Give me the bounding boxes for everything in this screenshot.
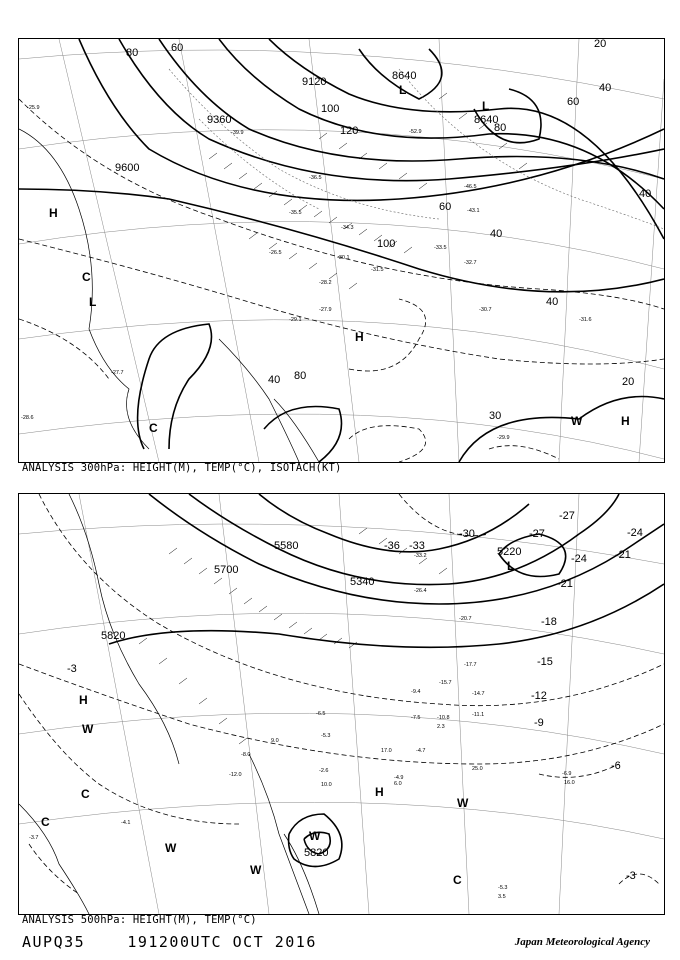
height-label: 5820	[101, 630, 126, 642]
high-pressure-symbol: H	[375, 785, 384, 799]
temp-label: -30.1	[337, 255, 350, 261]
temp-label: -33.5	[434, 245, 447, 251]
temp-label: -46.5	[464, 184, 477, 190]
temp-label: -27.7	[111, 370, 124, 376]
temp-label: -34.3	[341, 225, 354, 231]
temp-label: -36.5	[309, 175, 322, 181]
obs-label: -3.7	[29, 835, 39, 841]
chart-500hpa-map	[19, 494, 664, 914]
obs-label: -5.3	[498, 885, 508, 891]
high-pressure-symbol: H	[79, 693, 88, 707]
temp-label: -21	[557, 578, 573, 590]
warm-center-symbol: W	[250, 863, 262, 877]
temp-label: -39.9	[231, 130, 244, 136]
height-label: 5700	[214, 564, 239, 576]
obs-label: 16.0	[564, 780, 575, 786]
cold-center-symbol: C	[453, 873, 462, 887]
temp-label: -36	[384, 540, 400, 552]
chart-500hpa	[18, 493, 665, 915]
isotach-label: 40	[546, 296, 559, 308]
isotach-label: 120	[340, 125, 359, 137]
isotach-label: 100	[377, 238, 396, 250]
isotachs-300	[169, 69, 664, 229]
temp-label: -27	[529, 528, 545, 540]
obs-label: 2.3	[437, 724, 445, 730]
valid-time: 191200UTC OCT 2016	[127, 933, 317, 951]
isotach-label: 80	[494, 122, 507, 134]
temp-label: -21	[615, 549, 631, 561]
obs-label: -6.9	[562, 771, 572, 777]
temp-label: -33	[409, 540, 425, 552]
temp-label: -26.5	[269, 250, 282, 256]
temp-label: -3	[626, 870, 636, 882]
height-label: 9360	[207, 114, 232, 126]
height-label: 9600	[115, 162, 140, 174]
obs-label: 25.0	[472, 766, 483, 772]
obs-label: 9.0	[271, 738, 279, 744]
temp-label: -12	[531, 690, 547, 702]
obs-label: -9.4	[411, 689, 421, 695]
caption-300hpa: ANALYSIS 300hPa: HEIGHT(M), TEMP(°C), ISOTACH(KT)	[22, 462, 342, 474]
obs-label: -12.0	[229, 772, 242, 778]
temp-label: -29.1	[289, 317, 302, 323]
temp-contours-500	[19, 494, 664, 894]
isotach-label: 20	[622, 376, 635, 388]
obs-label: -4.9	[394, 775, 404, 781]
isotach-label: 60	[439, 201, 452, 213]
obs-label: -5.3	[321, 733, 331, 739]
chart-300hpa-map	[19, 39, 664, 462]
warm-center-symbol: W	[571, 414, 583, 428]
isotach-label: 60	[567, 96, 580, 108]
isotach-label: 80	[126, 47, 139, 59]
isotach-label: 20	[594, 39, 607, 50]
obs-label: -10.8	[437, 715, 450, 721]
cold-center-symbol: C	[82, 270, 91, 284]
height-label: 5220	[497, 546, 522, 558]
chart-id: AUPQ35	[22, 933, 86, 951]
obs-label: -4.7	[416, 748, 426, 754]
temp-label: -32.7	[464, 260, 477, 266]
height-label: 8640	[474, 114, 499, 126]
temp-label: -29.9	[497, 435, 510, 441]
obs-label: -33.2	[414, 553, 427, 559]
temp-label: -52.9	[409, 129, 422, 135]
isotach-label: 80	[294, 370, 307, 382]
caption-500hpa: ANALYSIS 500hPa: HEIGHT(M), TEMP(°C)	[22, 914, 257, 926]
low-pressure-symbol: L	[507, 559, 515, 573]
obs-label: -20.7	[459, 616, 472, 622]
temp-label: -6	[611, 760, 621, 772]
temp-label: -27	[559, 510, 575, 522]
coastline-300	[19, 129, 319, 462]
height-label: 5580	[274, 540, 299, 552]
isotach-label: 40	[490, 228, 503, 240]
warm-center-symbol: W	[309, 829, 321, 843]
obs-label: -7.5	[411, 715, 421, 721]
height-label: 9120	[302, 76, 327, 88]
obs-label: -26.4	[414, 588, 427, 594]
temp-label: -30.7	[479, 307, 492, 313]
isotach-label: 40	[268, 374, 281, 386]
temp-label: -9	[534, 717, 544, 729]
agency-name: Japan Meteorological Agency	[514, 936, 650, 948]
temp-label: -31.5	[371, 267, 384, 273]
temp-label: -18	[541, 616, 557, 628]
temp-label: -28.2	[319, 280, 332, 286]
low-pressure-symbol: L	[89, 295, 97, 309]
cold-center-symbol: C	[149, 421, 158, 435]
low-pressure-symbol: L	[399, 83, 407, 97]
temp-label: -43.1	[467, 208, 480, 214]
obs-label: -8.0	[241, 752, 251, 758]
height-label: 5820	[304, 847, 329, 859]
obs-label: -17.7	[464, 662, 477, 668]
obs-label: 6.0	[394, 781, 402, 787]
obs-label: 10.0	[321, 782, 332, 788]
high-pressure-symbol: H	[355, 330, 364, 344]
temp-label: -28.6	[21, 415, 34, 421]
cold-center-symbol: C	[41, 815, 50, 829]
obs-label: -15.7	[439, 680, 452, 686]
chart-300hpa	[18, 38, 665, 463]
obs-label: -6.5	[316, 711, 326, 717]
temp-label: -3	[67, 663, 77, 675]
high-pressure-symbol: H	[621, 414, 630, 428]
obs-label: 3.5	[498, 894, 506, 900]
temp-label: -24	[571, 553, 587, 565]
height-label: 8640	[392, 70, 417, 82]
temp-label: -30	[459, 528, 475, 540]
warm-center-symbol: W	[165, 841, 177, 855]
isotach-label: 30	[489, 410, 502, 422]
obs-label: -11.1	[472, 712, 485, 718]
height-label: 5340	[350, 576, 375, 588]
low-pressure-symbol: L	[482, 99, 490, 113]
isotach-label: 40	[599, 82, 612, 94]
temp-label: -27.9	[319, 307, 332, 313]
temp-label: -35.5	[289, 210, 302, 216]
warm-center-symbol: W	[457, 796, 469, 810]
temp-label: -15	[537, 656, 553, 668]
cold-center-symbol: C	[81, 787, 90, 801]
temp-label: -31.6	[579, 317, 592, 323]
temp-label: -24	[627, 527, 643, 539]
warm-center-symbol: W	[82, 722, 94, 736]
obs-label: 17.0	[381, 748, 392, 754]
obs-label: -14.7	[472, 691, 485, 697]
isotach-label: 60	[171, 42, 184, 54]
chart-identifier	[22, 933, 317, 951]
obs-label: -4.1	[121, 820, 131, 826]
isotach-label: 40	[639, 188, 652, 200]
isotach-label: 100	[321, 103, 340, 115]
temp-contours-300	[19, 99, 664, 462]
high-pressure-symbol: H	[49, 206, 58, 220]
temp-label: -25.9	[27, 105, 40, 111]
obs-label: -2.6	[319, 768, 329, 774]
